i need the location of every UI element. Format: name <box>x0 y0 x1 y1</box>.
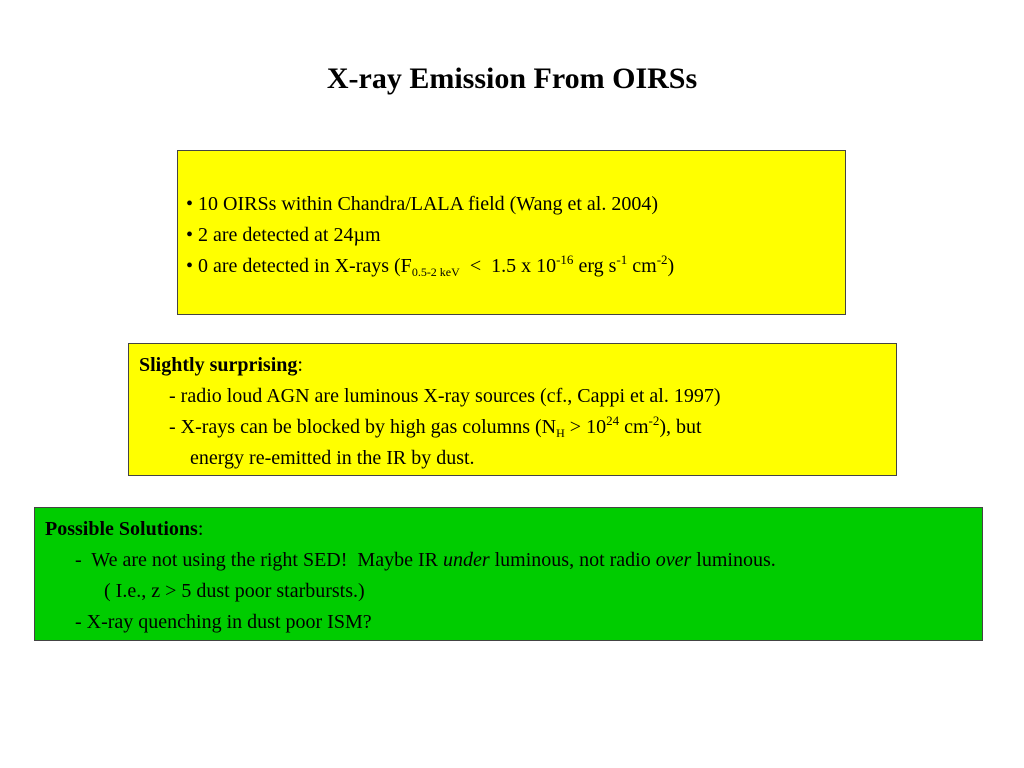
superscript: -16 <box>556 252 574 267</box>
surprising-item-radio-loud: - radio loud AGN are luminous X-ray sources (cf., Cappi et al. 1997) <box>169 385 721 407</box>
superscript: -2 <box>656 252 668 267</box>
solutions-heading <box>45 514 982 545</box>
surprising-heading <box>139 350 896 381</box>
surprising-item-xray-blocked <box>139 412 896 443</box>
superscript: -1 <box>616 252 628 267</box>
text-segment: ) <box>667 255 675 277</box>
text-segment: - We are not using the right SED! Maybe IR <box>75 549 443 571</box>
heading-colon: : <box>197 518 204 540</box>
text-segment: cm <box>627 255 657 277</box>
detection-summary-box <box>177 150 846 315</box>
text-segment: cm <box>619 416 649 438</box>
emphasis-over: over <box>655 549 692 571</box>
superscript: -2 <box>648 413 660 428</box>
solution-item-quenching: - X-ray quenching in dust poor ISM? <box>75 611 372 633</box>
surprising-box <box>128 343 897 476</box>
heading-text: Slightly surprising <box>139 354 298 376</box>
emphasis-under: under <box>442 549 490 571</box>
surprising-item-continuation: energy re-emitted in the IR by dust. <box>190 447 475 469</box>
text-segment: ), but <box>659 416 702 438</box>
text-segment: > 10 <box>564 416 607 438</box>
text-segment: luminous, not radio <box>489 549 656 571</box>
solutions-box <box>34 507 983 641</box>
bullet-24um-detections: • 2 are detected at 24µm <box>186 224 381 246</box>
text-segment: luminous. <box>691 549 776 571</box>
solution-item-sed <box>45 545 982 576</box>
text-segment: < 1.5 x 10 <box>459 255 557 277</box>
subscript: 0.5-2 keV <box>411 265 460 279</box>
heading-text: Possible Solutions <box>45 518 198 540</box>
text-segment: • 0 are detected in X-rays (F <box>186 255 412 277</box>
text-segment: erg s <box>573 255 617 277</box>
superscript: 24 <box>606 413 620 428</box>
slide-title: X-ray Emission From OIRSs <box>326 62 698 95</box>
heading-colon: : <box>297 354 303 376</box>
subscript: H <box>556 426 565 440</box>
bullet-oirs-count: • 10 OIRSs within Chandra/LALA field (Wang et al. 2004) <box>186 193 658 215</box>
bullet-xray-detections <box>186 251 845 282</box>
text-segment: - X-rays can be blocked by high gas columns (N <box>169 416 557 438</box>
solution-item-continuation: ( I.e., z > 5 dust poor starbursts.) <box>104 580 365 602</box>
